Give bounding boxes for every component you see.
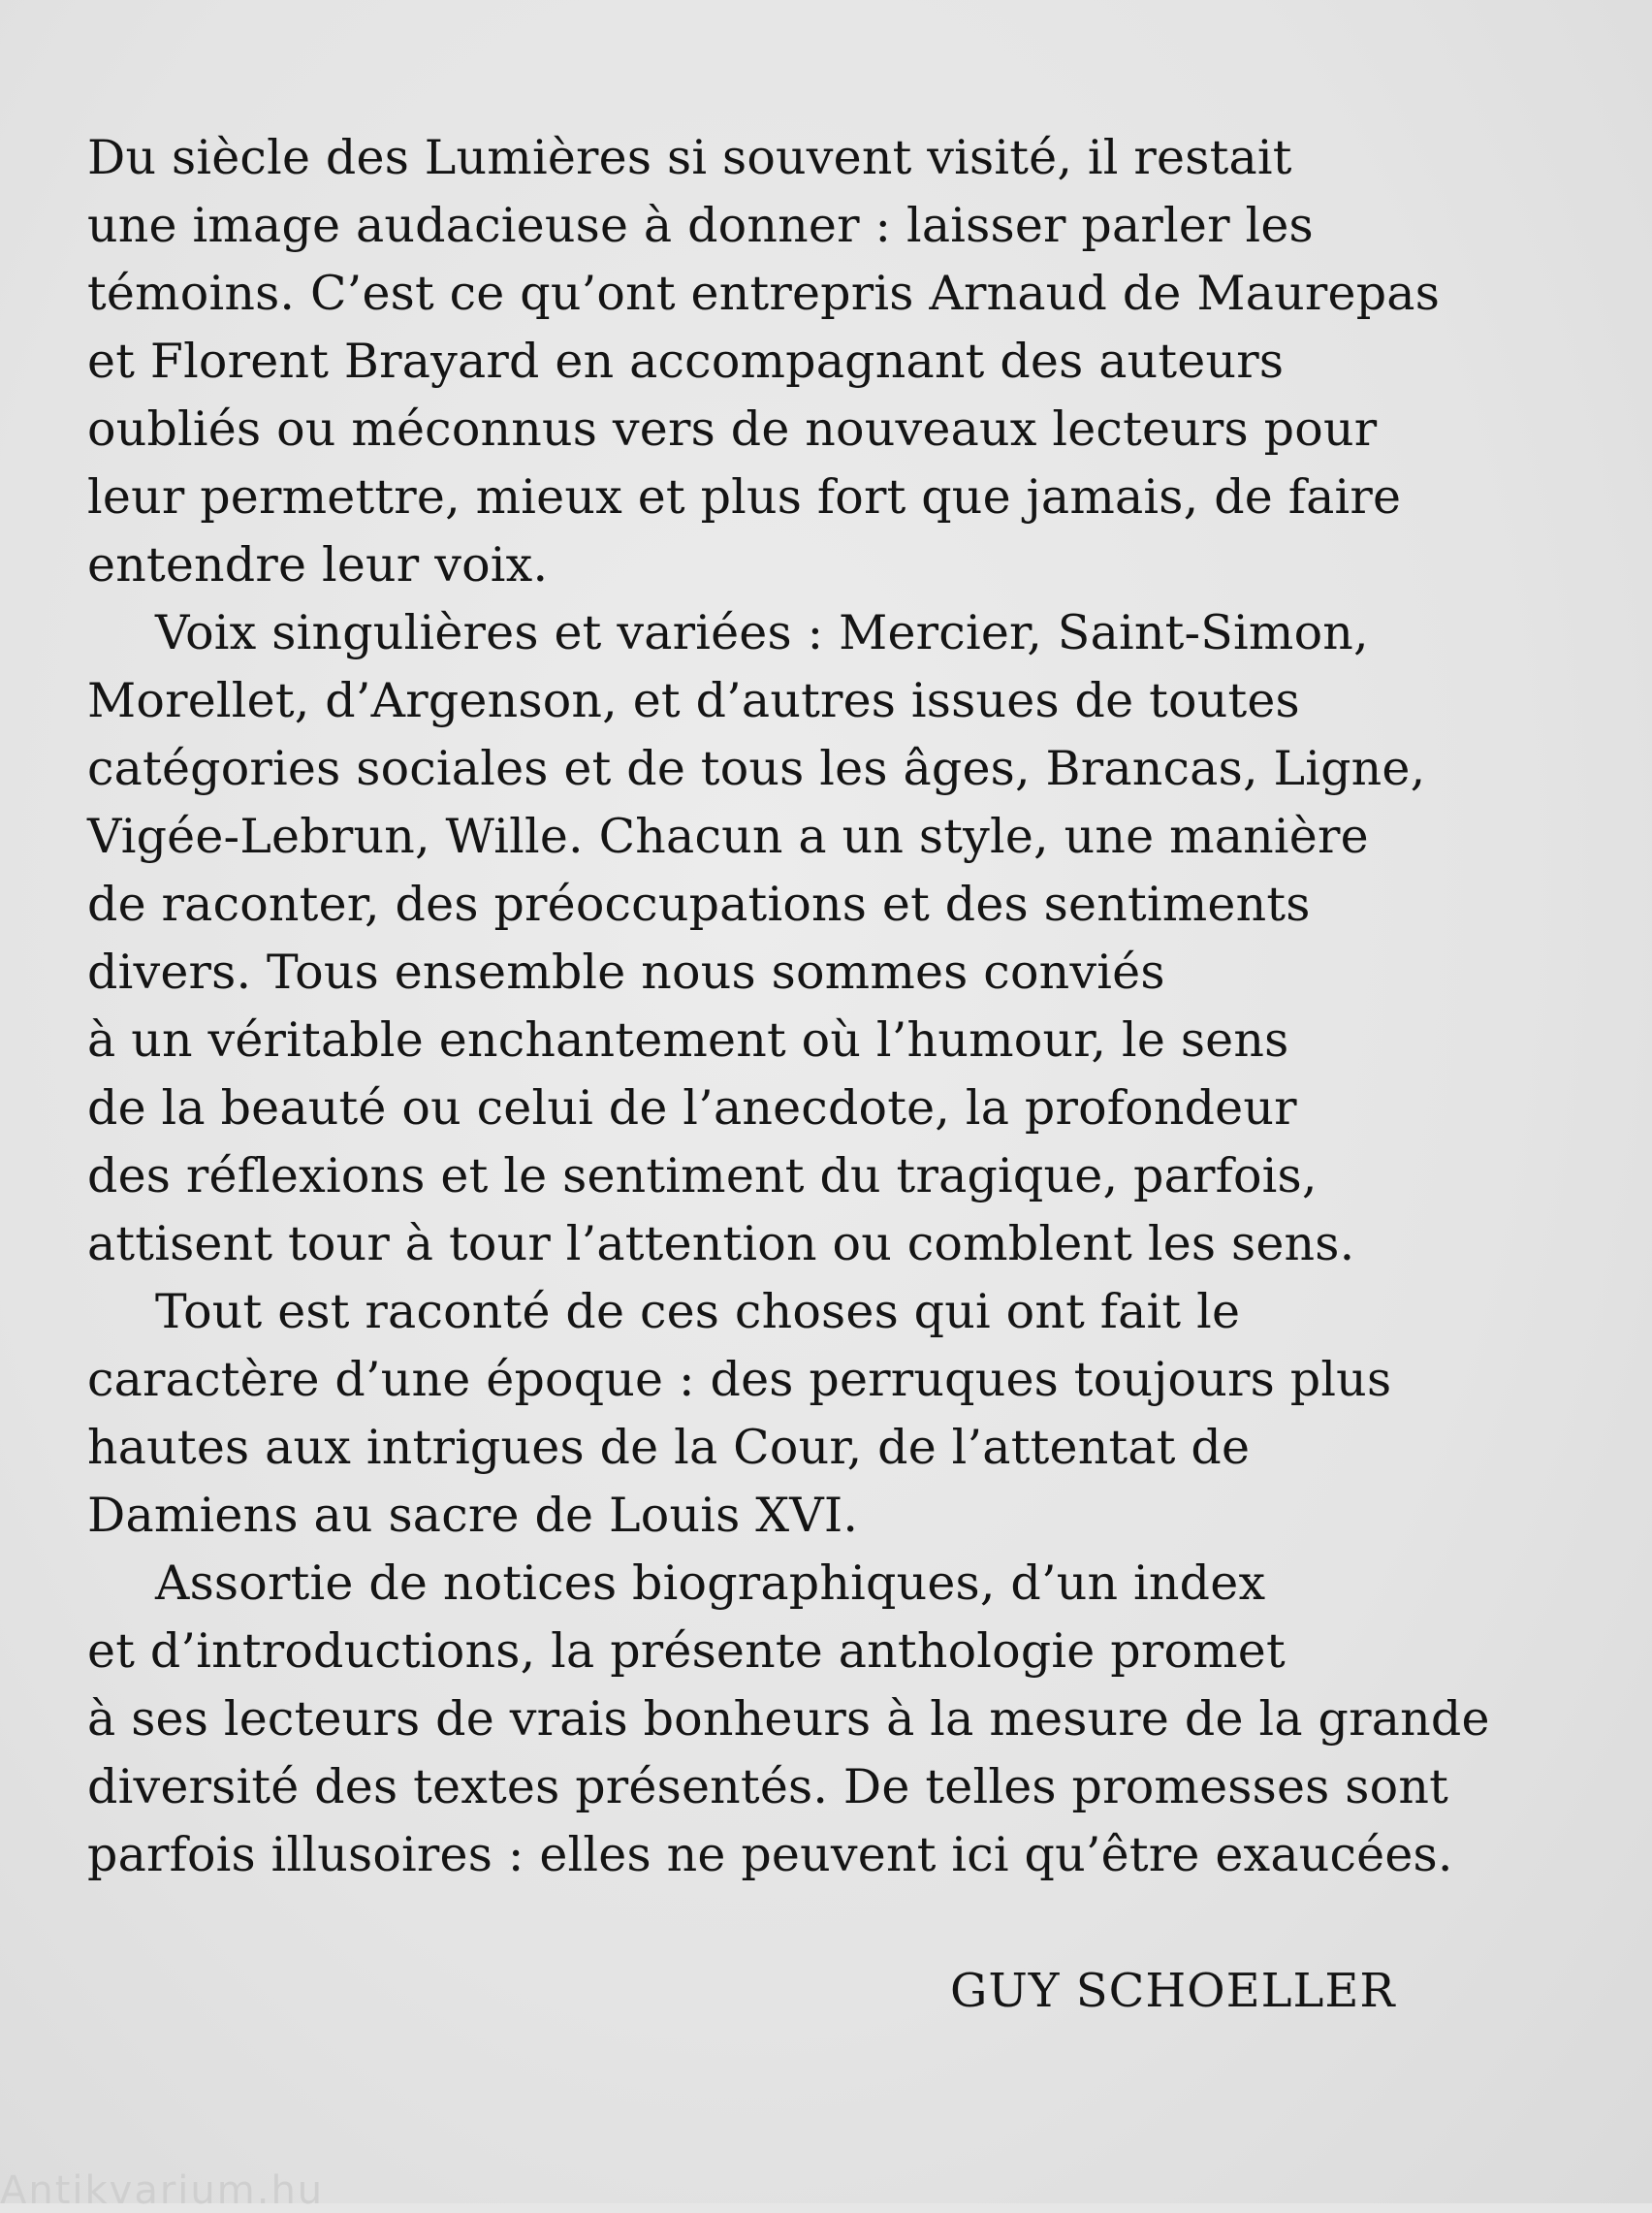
text-line: Damiens au sacre de Louis XVI.	[87, 1488, 859, 1543]
text-line: Morellet, d’Argenson, et d’autres issues de toutes	[87, 673, 1300, 728]
text-line: Tout est raconté de ces choses qui ont fait le	[155, 1284, 1241, 1339]
text-line: divers. Tous ensemble nous sommes conviés	[87, 945, 1165, 1000]
text-line: caractère d’une époque : des perruques toujours plus	[87, 1352, 1392, 1407]
text-line: leur permettre, mieux et plus fort que jamais, de faire	[87, 469, 1402, 525]
text-line: et d’introductions, la présente anthologie promet	[87, 1623, 1286, 1679]
text-line: témoins. C’est ce qu’ont entrepris Arnaud de Maurepas	[87, 266, 1441, 321]
text-line: Vigée-Lebrun, Wille. Chacun a un style, une manière	[87, 809, 1369, 864]
text-line: des réflexions et le sentiment du tragique, parfois,	[87, 1148, 1318, 1203]
text-line: catégories sociales et de tous les âges, Brancas, Ligne,	[87, 741, 1426, 796]
author-signature: GUY SCHOELLER	[950, 1964, 1396, 2018]
text-line: Voix singulières et variées : Mercier, Saint-Simon,	[155, 605, 1369, 660]
paragraph-1	[87, 124, 1464, 599]
text-line: entendre leur voix.	[87, 537, 549, 593]
text-line: hautes aux intrigues de la Cour, de l’attentat de	[87, 1420, 1251, 1475]
paragraph-3	[87, 1278, 1464, 1550]
text-line: attisent tour à tour l’attention ou comblent les sens.	[87, 1216, 1355, 1271]
text-line: à un véritable enchantement où l’humour, le sens	[87, 1012, 1289, 1068]
text-line: une image audacieuse à donner : laisser parler les	[87, 198, 1314, 253]
text-line: et Florent Brayard en accompagnant des auteurs	[87, 334, 1285, 389]
text-line: de raconter, des préoccupations et des sentiments	[87, 877, 1311, 932]
text-line: diversité des textes présentés. De telles promesses sont	[87, 1759, 1448, 1814]
text-line: Assortie de notices biographiques, d’un index	[155, 1556, 1266, 1611]
body-text	[87, 124, 1490, 1889]
watermark: Antikvarium.hu	[0, 2168, 325, 2213]
paragraph-4	[87, 1550, 1490, 1889]
text-line: Du siècle des Lumières si souvent visité, il restait	[87, 130, 1292, 185]
paragraph-2	[87, 599, 1464, 1278]
text-line: de la beauté ou celui de l’anecdote, la profondeur	[87, 1080, 1297, 1136]
text-line: oubliés ou méconnus vers de nouveaux lecteurs pour	[87, 401, 1378, 457]
text-line: à ses lecteurs de vrais bonheurs à la mesure de la grande	[87, 1691, 1490, 1747]
text-line: parfois illusoires : elles ne peuvent ici qu’être exaucées.	[87, 1827, 1453, 1882]
